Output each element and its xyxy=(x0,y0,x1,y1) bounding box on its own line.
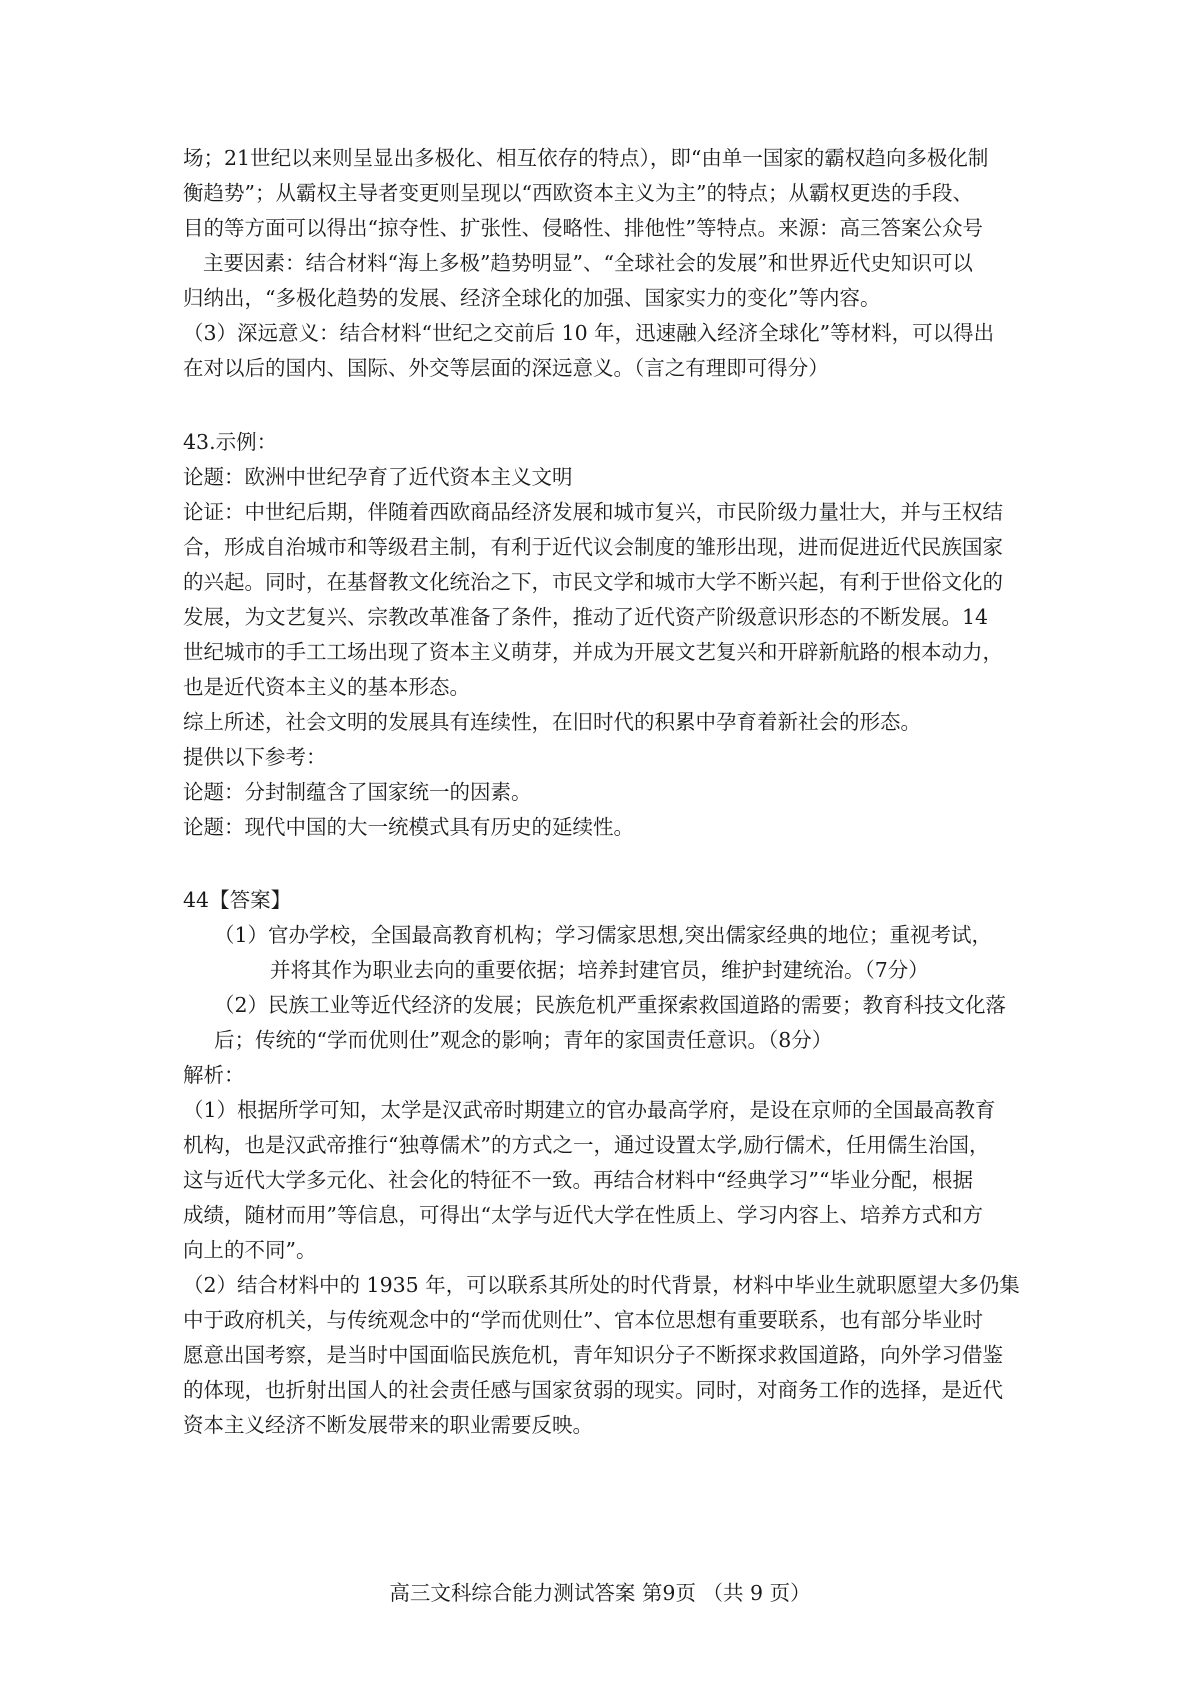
text-line: 成绩，随材而用”等信息，可得出“太学与近代大学在性质上、学习内容上、培养方式和方 xyxy=(183,1203,983,1227)
page-footer: 高三文科综合能力测试答案 第9页 （共 9 页） xyxy=(389,1581,811,1605)
text-line: 场；21世纪以来则呈显出多极化、相互依存的特点），即“由单一国家的霸权趋向多极化制 xyxy=(183,146,989,170)
text-line: 合，形成自治城市和等级君主制，有利于近代议会制度的雏形出现，进而促进近代民族国家 xyxy=(183,535,1003,559)
question-number: 43.示例： xyxy=(183,430,278,454)
text-line: （2）结合材料中的 1935 年，可以联系其所处的时代背景，材料中毕业生就职愿望大多仍集 xyxy=(183,1273,1020,1297)
text-line: 论题：分封制蕴含了国家统一的因素。 xyxy=(183,780,532,804)
text-line: 世纪城市的手工工场出现了资本主义萌芽，并成为开展文艺复兴和开辟新航路的根本动力， xyxy=(183,640,1003,664)
answer-line: 并将其作为职业去向的重要依据；培养封建官员，维护封建统治。（7分） xyxy=(270,958,929,982)
text-line: 归纳出，“多极化趋势的发展、经济全球化的加强、国家实力的变化”等内容。 xyxy=(183,286,881,310)
text-line: 论题：欧洲中世纪孕育了近代资本主义文明 xyxy=(183,465,573,489)
text-line: （1）根据所学可知，太学是汉武帝时期建立的官办最高学府，是设在京师的全国最高教育 xyxy=(183,1098,996,1122)
text-line: 目的等方面可以得出“掠夺性、扩张性、侵略性、排他性”等特点。来源：高三答案公众号 xyxy=(183,216,983,240)
text-line: 向上的不同”。 xyxy=(183,1238,317,1262)
text-line: 主要因素：结合材料“海上多极”趋势明显”、“全球社会的发展”和世界近代史知识可以 xyxy=(203,251,973,275)
text-line: 机构，也是汉武帝推行“独尊儒术”的方式之一，通过设置太学,励行儒术，任用儒生治国， xyxy=(183,1133,990,1157)
text-line: （3）深远意义：结合材料“世纪之交前后 10 年，迅速融入经济全球化”等材料，可以得出 xyxy=(183,321,995,345)
text-line: 提供以下参考： xyxy=(183,745,327,769)
answer-line: 后；传统的“学而优则仕”观念的影响；青年的家国责任意识。（8分） xyxy=(214,1028,833,1052)
text-line: 资本主义经济不断发展带来的职业需要反映。 xyxy=(183,1413,593,1437)
answer-line: （1）官办学校，全国最高教育机构；学习儒家思想,突出儒家经典的地位；重视考试， xyxy=(214,923,993,947)
text-line: 愿意出国考察，是当时中国面临民族危机，青年知识分子不断探求救国道路，向外学习借鉴 xyxy=(183,1343,1003,1367)
text-line: 的体现，也折射出国人的社会责任感与国家贫弱的现实。同时，对商务工作的选择，是近代 xyxy=(183,1378,1003,1402)
text-line: 的兴起。同时，在基督教文化统治之下，市民文学和城市大学不断兴起，有利于世俗文化的 xyxy=(183,570,1003,594)
answer-line: （2）民族工业等近代经济的发展；民族危机严重探索救国道路的需要；教育科技文化落 xyxy=(214,993,1007,1017)
question-number: 44【答案】 xyxy=(183,888,292,912)
text-line: 在对以后的国内、国际、外交等层面的深远意义。（言之有理即可得分） xyxy=(183,356,829,380)
analysis-heading: 解析： xyxy=(183,1063,245,1087)
text-line: 中于政府机关，与传统观念中的“学而优则仕”、官本位思想有重要联系，也有部分毕业时 xyxy=(183,1308,983,1332)
text-line: 综上所述，社会文明的发展具有连续性，在旧时代的积累中孕育着新社会的形态。 xyxy=(183,710,921,734)
text-line: 这与近代大学多元化、社会化的特征不一致。再结合材料中“经典学习”“毕业分配，根据 xyxy=(183,1168,973,1192)
text-line: 衡趋势”；从霸权主导者变更则呈现以“西欧资本主义为主”的特点；从霸权更迭的手段、 xyxy=(183,181,973,205)
text-line: 也是近代资本主义的基本形态。 xyxy=(183,675,470,699)
text-line: 发展，为文艺复兴、宗教改革准备了条件，推动了近代资产阶级意识形态的不断发展。14 xyxy=(183,605,989,629)
text-line: 论题：现代中国的大一统模式具有历史的延续性。 xyxy=(183,815,634,839)
text-line: 论证：中世纪后期，伴随着西欧商品经济发展和城市复兴，市民阶级力量壮大，并与王权结 xyxy=(183,500,1003,524)
